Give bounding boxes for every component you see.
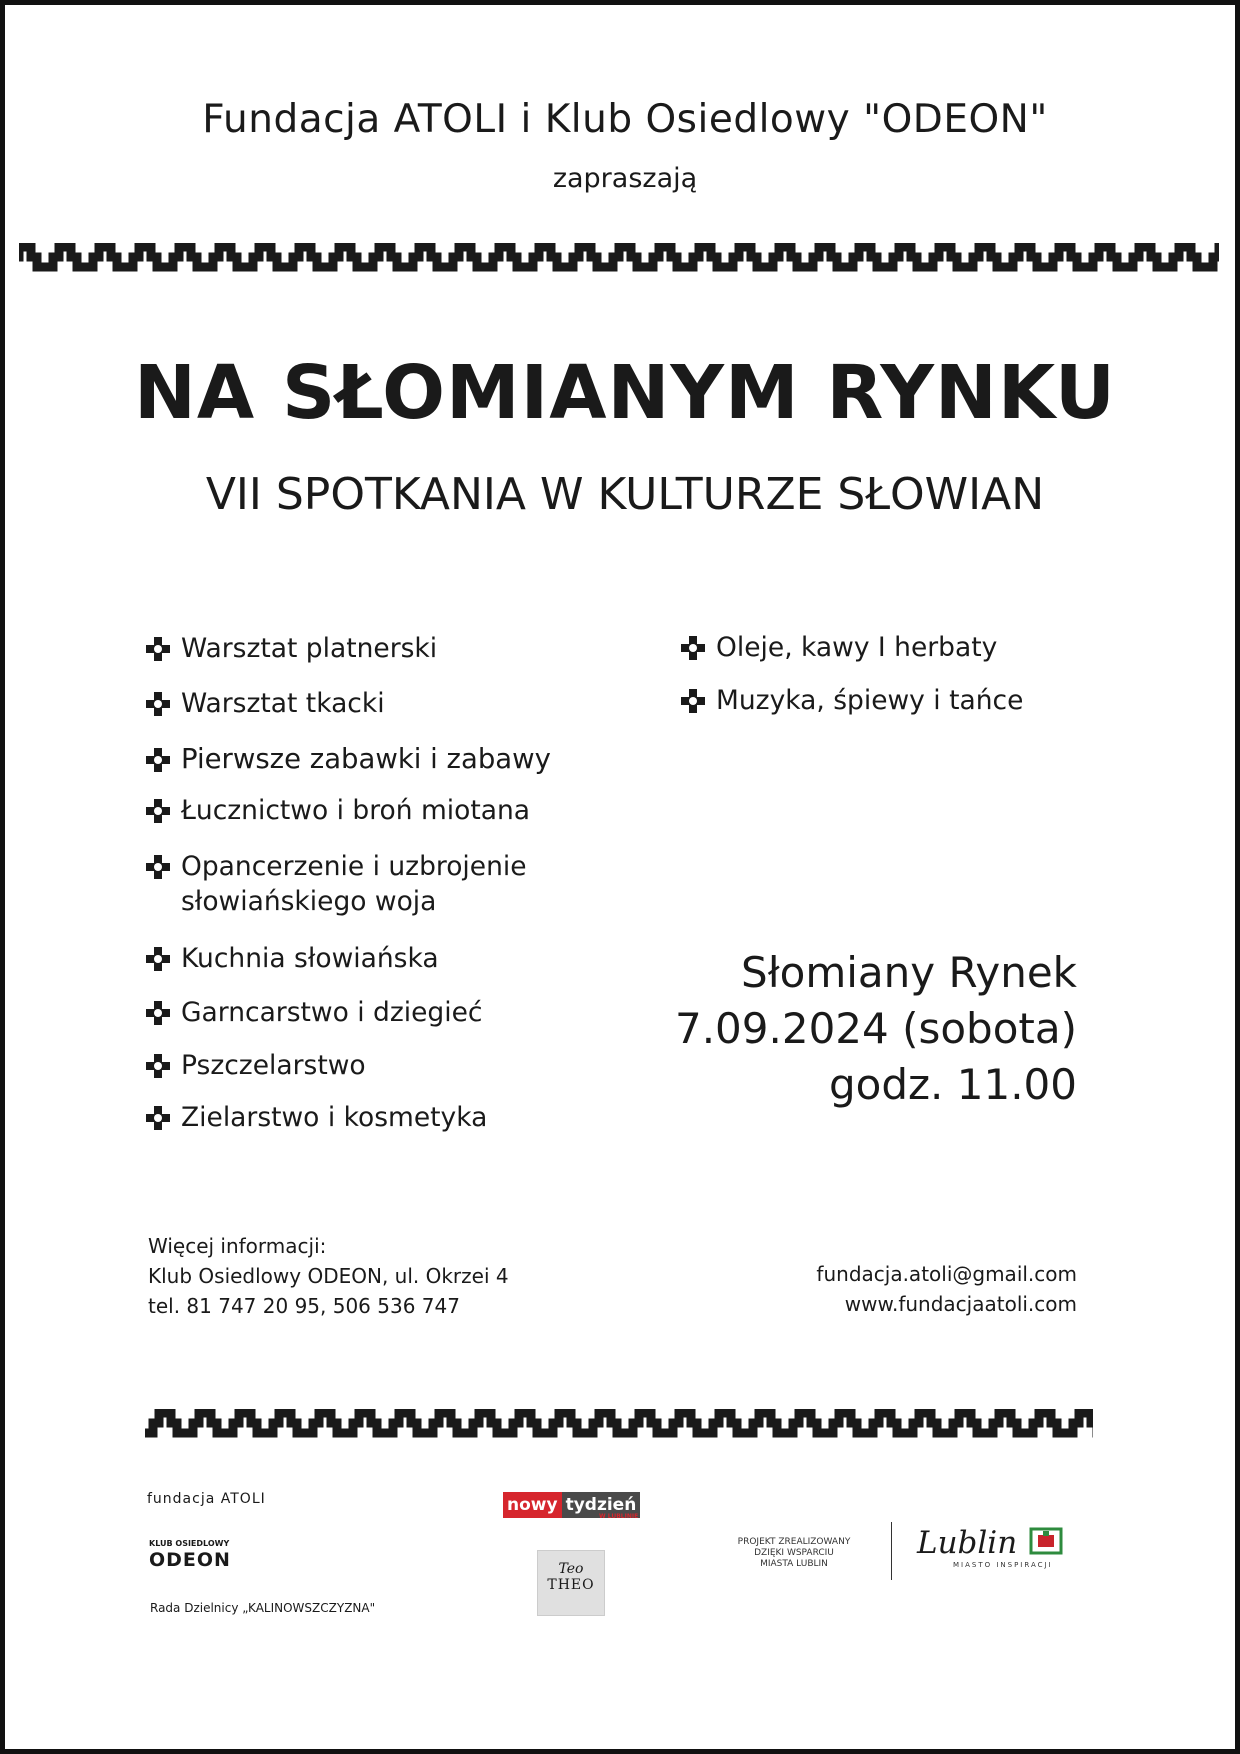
list-item-label: Zielarstwo i kosmetyka: [181, 1102, 488, 1133]
cross-flower-icon: [145, 854, 171, 880]
list-item-label: Pszczelarstwo: [181, 1050, 366, 1081]
list-item-label: Warsztat tkacki: [181, 688, 385, 719]
invite-word: zapraszają: [552, 163, 698, 194]
theo-logo: Teo THEO: [537, 1550, 605, 1616]
cross-flower-icon: [145, 636, 171, 662]
lublin-emblem-icon: [1029, 1527, 1063, 1555]
cross-flower-icon: [680, 635, 706, 661]
event-place: Słomiany Rynek: [741, 948, 1077, 997]
more-info-label: Więcej informacji:: [148, 1234, 327, 1258]
bottom-zigzag-border: [145, 1409, 1093, 1443]
event-subtitle: VII SPOTKANIA W KULTURZE SŁOWIAN: [205, 469, 1045, 520]
list-item-label: Warsztat platnerski: [181, 633, 438, 664]
event-title: NA SŁOMIANYM RYNKU: [134, 350, 1116, 436]
cross-flower-icon: [145, 747, 171, 773]
list-item: [145, 793, 530, 828]
list-item-label: Pierwsze zabawki i zabawy: [181, 743, 551, 775]
contact-info: [816, 1259, 1077, 1319]
nowy-tydzien-logo: nowy tydzień: [503, 1491, 640, 1519]
cross-flower-icon: [145, 691, 171, 717]
list-item-label: Opancerzenie i uzbrojenie słowiańskiego woja: [181, 851, 527, 917]
list-item: [680, 683, 1023, 718]
organizers-line: Fundacja ATOLI i Klub Osiedlowy "ODEON": [202, 97, 1048, 142]
contact-website[interactable]: www.fundacjaatoli.com: [844, 1292, 1077, 1316]
list-item: [145, 995, 482, 1030]
cross-flower-icon: [145, 1105, 171, 1131]
list-item: [145, 849, 585, 919]
lublin-logo: Lublin: [917, 1525, 1018, 1561]
event-details: [675, 945, 1077, 1113]
more-info: [148, 1231, 509, 1321]
odeon-logo: ODEON: [149, 1549, 231, 1571]
list-item-label: Łucznictwo i broń miotana: [181, 795, 531, 826]
club-address: Klub Osiedlowy ODEON, ul. Okrzei 4: [148, 1264, 509, 1288]
event-time: godz. 11.00: [828, 1060, 1077, 1109]
list-item: [145, 1048, 366, 1083]
nowy-tydzien-sub: W LUBLINIE: [599, 1513, 639, 1520]
cross-flower-icon: [145, 946, 171, 972]
list-item-label: Muzyka, śpiewy i tańce: [716, 685, 1024, 716]
list-item-label: Garncarstwo i dziegieć: [181, 997, 483, 1028]
list-item: [145, 941, 439, 976]
atoli-logo: fundacja ATOLI: [147, 1491, 266, 1507]
list-item-label: Oleje, kawy I herbaty: [716, 632, 998, 663]
list-item-label: Kuchnia słowiańska: [181, 943, 439, 974]
list-item: [145, 742, 551, 777]
cross-flower-icon: [680, 688, 706, 714]
list-item: [145, 631, 437, 666]
list-item: [145, 686, 385, 721]
list-item: [145, 1100, 487, 1135]
cross-flower-icon: [145, 798, 171, 824]
rada-dzielnicy: Rada Dzielnicy „KALINOWSZCZYZNA": [150, 1601, 376, 1615]
divider: [891, 1522, 892, 1580]
cross-flower-icon: [145, 1000, 171, 1026]
event-date: 7.09.2024 (sobota): [674, 1004, 1077, 1053]
projekt-text: PROJEKT ZREALIZOWANY DZIĘKI WSPARCIU MIASTA LUBLIN: [737, 1537, 851, 1569]
contact-email[interactable]: fundacja.atoli@gmail.com: [816, 1262, 1077, 1286]
odeon-logo-small: KLUB OSIEDLOWY: [149, 1539, 230, 1548]
list-item: [680, 630, 997, 665]
cross-flower-icon: [145, 1053, 171, 1079]
lublin-tagline: MIASTO INSPIRACJI: [953, 1561, 1053, 1569]
club-phone: tel. 81 747 20 95, 506 536 747: [148, 1294, 460, 1318]
top-zigzag-border: [5, 243, 1240, 277]
